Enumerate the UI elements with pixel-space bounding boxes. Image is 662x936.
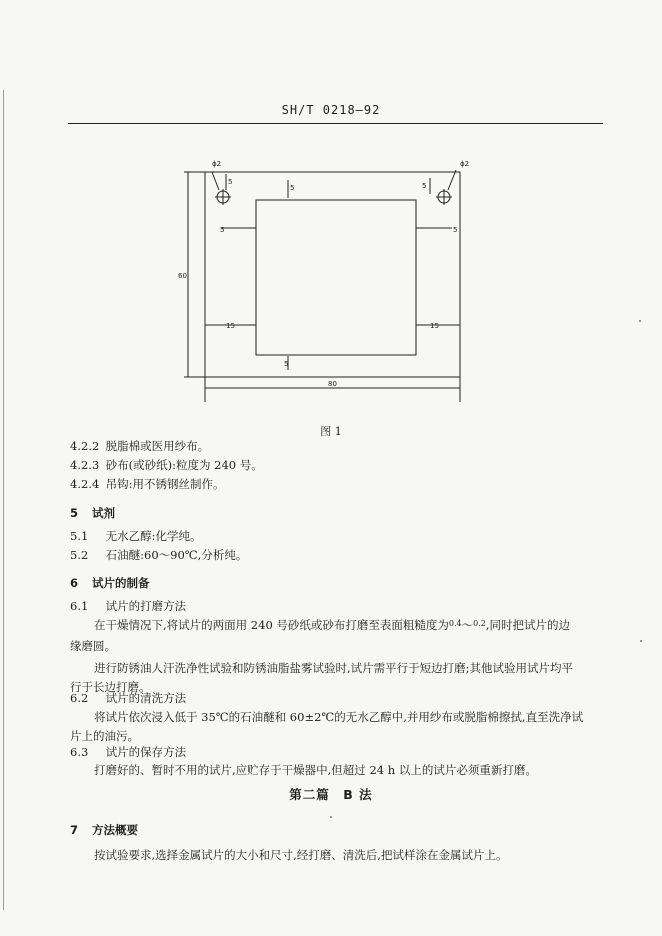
section-number: 7 [70,823,79,837]
item-5-1 [70,528,202,544]
header-rule [68,123,603,124]
subsection-6-1 [70,598,186,614]
dim-side-5-right: 5 [453,226,458,234]
panel-diagram [160,150,500,410]
dim-hole-right: ϕ2 [460,160,470,168]
subsection-6-2 [70,690,186,706]
para-7: 按试验要求,选择金属试片的大小和尺寸,经打磨、清洗后,把试样涂在金属试片上。 [94,848,508,862]
item-4-2-2 [70,438,209,454]
para-6-1-2-line-2: 行于长边打磨。 [70,680,151,694]
dim-15-right: 15 [430,322,439,330]
scan-speck [330,816,332,818]
item-text: 脱脂棉或医用纱布。 [105,439,210,453]
scan-speck [640,640,642,642]
item-text: 砂布(或砂纸):粒度为 240 号。 [105,458,263,472]
dim-15-left: 15 [226,322,235,330]
para-6-3: 打磨好的、暂时不用的试片,应贮存于干燥器中,但超过 24 h 以上的试片必须重新打磨。 [94,763,537,777]
dim-hole-left: ϕ2 [212,160,222,168]
figure-1-drawing [160,150,500,410]
item-number: 6.1 [70,599,89,613]
roughness-symbol-b: 0.2 [473,619,486,628]
item-number: 4.2.2 [70,439,100,453]
item-number: 6.3 [70,745,89,759]
item-number: 4.2.4 [70,477,100,491]
para-6-1-2-line-1: 进行防锈油人汗洗净性试验和防锈油脂盐雾试验时,试片需平行于短边打磨;其他试验用试片均平 [94,661,574,675]
item-4-2-4 [70,476,225,492]
item-text: 无水乙醇:化学纯。 [105,529,202,543]
section-6-heading [70,575,150,591]
dim-height: 60 [178,272,187,280]
subsection-6-3 [70,744,186,760]
part-two-title: 第二篇 B 法 [289,787,373,802]
dim-top-5-left: 5 [228,178,233,186]
subsection-title: 试片的清洗方法 [105,691,187,705]
dim-side-5-left: 5 [220,226,225,234]
section-number: 6 [70,576,79,590]
dim-top-5-right: 5 [422,182,427,190]
section-number: 5 [70,506,79,520]
dim-top-5-mid: 5 [290,184,295,192]
para-6-2-line-1: 将试片依次浸入低于 35℃的石油醚和 60±2℃的无水乙醇中,并用纱布或脱脂棉擦拭,直至洗净试 [94,710,584,724]
item-4-2-3 [70,457,263,473]
panel-outline [205,172,460,377]
roughness-symbol-a: 0.4 [448,619,462,628]
subsection-title: 试片的保存方法 [105,745,187,759]
dim-width: 80 [328,380,337,388]
section-5-heading [70,505,115,521]
item-text: 石油醚:60～90℃,分析纯。 [105,548,248,562]
item-text: 吊钩:用不锈钢丝制作。 [105,477,225,491]
para-6-2-line-2: 片上的油污。 [70,729,139,743]
dim-inner-bottom-5: 5 [284,360,289,368]
section-title: 方法概要 [92,823,139,837]
para-6-1-line-1 [94,617,570,633]
para-text: 在干燥情况下,将试片的两面用 240 号砂纸或砂布打磨至表面粗糙度为 [94,618,449,632]
figure-caption: 图 1 [320,425,342,438]
para-text: ,同时把试片的边 [485,618,571,632]
item-5-2 [70,547,247,563]
item-number: 6.2 [70,691,89,705]
section-title: 试片的制备 [92,576,150,590]
item-number: 5.2 [70,548,89,562]
roughness-tilde: ～ [461,618,474,632]
item-number: 5.1 [70,529,89,543]
subsection-title: 试片的打磨方法 [105,599,187,613]
inner-area [256,200,416,355]
item-number: 4.2.3 [70,458,100,472]
para-6-1-line-2: 缘磨圆。 [70,639,116,653]
section-7-heading [70,822,138,838]
scan-speck [639,320,641,322]
page-header: SH/T 0218—92 [281,103,381,117]
section-title: 试剂 [92,506,116,520]
